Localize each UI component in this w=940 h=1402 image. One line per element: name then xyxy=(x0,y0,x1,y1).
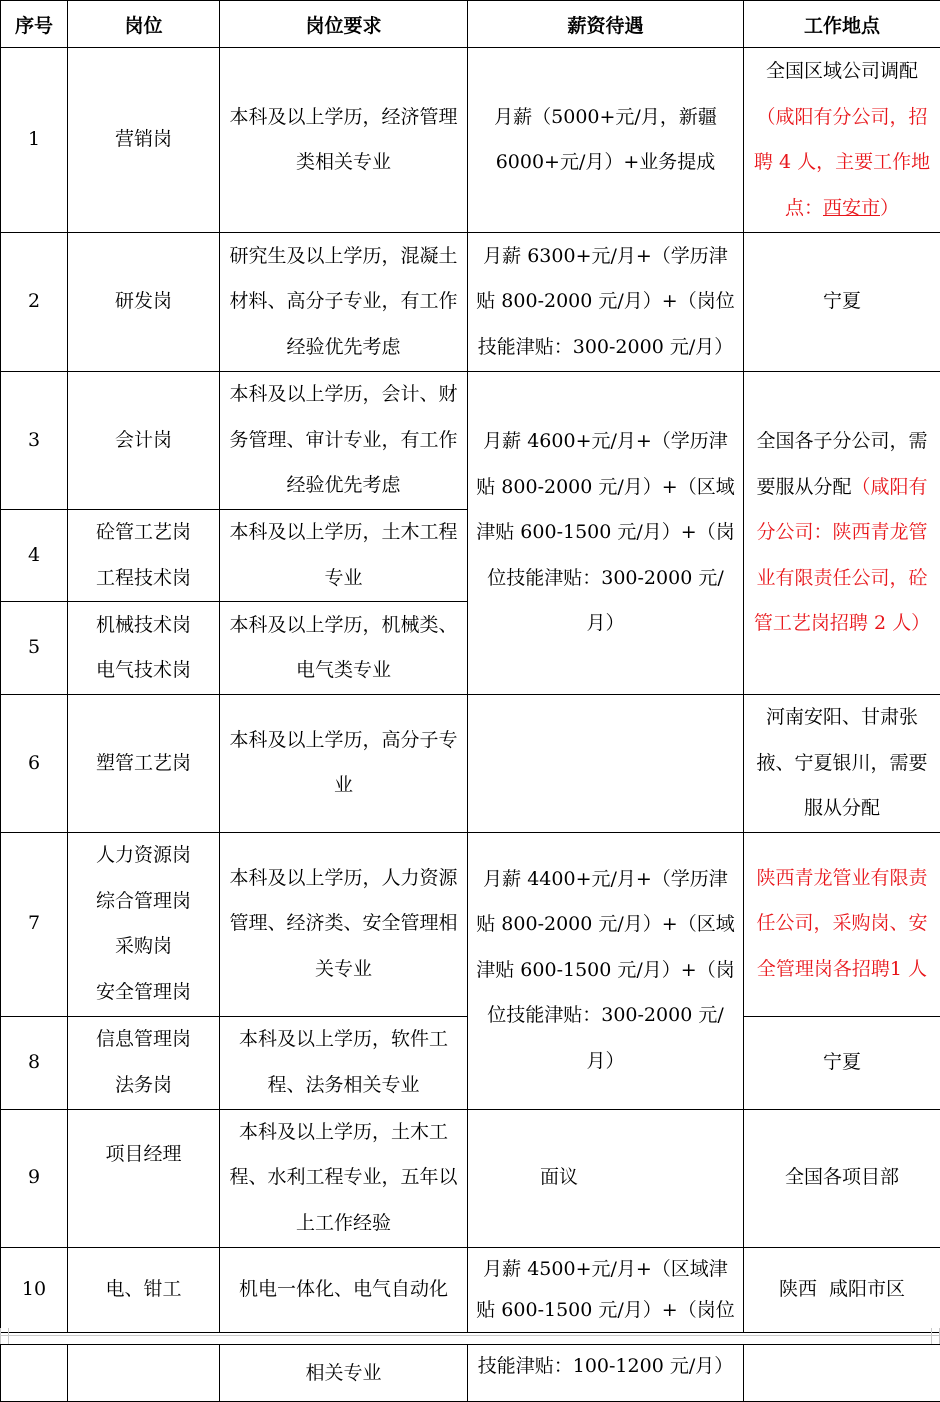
continuation-table xyxy=(0,1344,940,1402)
post-name: 综合管理岗 xyxy=(76,879,211,925)
salary-cell: 月薪 4600+元/月+（学历津贴 800-2000 元/月）+（区域津贴 600-1500 元/月）+（岗位技能津贴：300-2000 元/月） xyxy=(468,372,744,695)
page-break-tick xyxy=(931,1328,932,1344)
table-row xyxy=(1,1247,940,1332)
post-name: 塑管工艺岗 xyxy=(76,741,211,787)
table-row xyxy=(1,1109,940,1247)
row-number-empty xyxy=(1,1345,68,1402)
post-cell xyxy=(68,1247,220,1332)
table-row xyxy=(1,695,940,833)
requirement-cell: 本科及以上学历，人力资源管理、经济类、安全管理相关专业 xyxy=(220,832,468,1016)
post-name: 电、钳工 xyxy=(76,1267,211,1313)
requirement-cell: 本科及以上学历，经济管理类相关专业 xyxy=(220,48,468,233)
location-cell: 河南安阳、甘肃张掖、宁夏银川，需要服从分配 xyxy=(744,695,940,833)
table-row xyxy=(1,372,940,510)
header-post: 岗位 xyxy=(68,1,220,48)
location-cell: 全国各项目部 xyxy=(744,1109,940,1247)
row-number: 6 xyxy=(1,695,68,833)
post-name: 研发岗 xyxy=(76,279,211,325)
post-name: 采购岗 xyxy=(76,924,211,970)
post-name: 安全管理岗 xyxy=(76,970,211,1016)
post-name: 法务岗 xyxy=(76,1063,211,1109)
header-location: 工作地点 xyxy=(744,1,940,48)
row-number: 4 xyxy=(1,510,68,602)
post-name: 机械技术岗 xyxy=(76,603,211,649)
page-break-line xyxy=(0,1335,940,1336)
location-cell: 宁夏 xyxy=(744,1016,940,1109)
row-number: 1 xyxy=(1,48,68,233)
requirement-cell: 本科及以上学历，土木工程专业 xyxy=(220,510,468,602)
page-break-tick xyxy=(8,1328,9,1344)
location-text: 全国区域公司调配 xyxy=(766,60,918,82)
location-note-end: ） xyxy=(880,197,899,219)
page-break-tick xyxy=(0,1328,1,1344)
location-note: （咸阳有分公司：陕西青龙管业有限责任公司，砼管工艺岗招聘 2 人） xyxy=(754,476,930,635)
requirement-cell: 本科及以上学历，机械类、电气类专业 xyxy=(220,602,468,695)
requirement-cell: 本科及以上学历，土木工程、水利工程专业，五年以上工作经验 xyxy=(220,1109,468,1247)
location-note: （咸阳有分公司，招聘 4 人，主要工作地点： xyxy=(754,106,930,219)
table-row xyxy=(1,832,940,1016)
requirement-cell: 相关专业 xyxy=(220,1345,468,1402)
location-text: 全国各子分公司，需要服从分配 xyxy=(756,430,927,498)
location-cell-empty xyxy=(744,1345,940,1402)
post-cell-empty xyxy=(68,1345,220,1402)
post-name: 信息管理岗 xyxy=(76,1017,211,1063)
requirement-cell: 本科及以上学历，软件工程、法务相关专业 xyxy=(220,1016,468,1109)
post-name: 会计岗 xyxy=(76,418,211,464)
header-no: 序号 xyxy=(1,1,68,48)
row-number: 3 xyxy=(1,372,68,510)
post-cell xyxy=(68,48,220,233)
table-row xyxy=(1,233,940,372)
salary-cell: 月薪 4500+元/月+（区域津贴 600-1500 元/月）+（岗位 xyxy=(468,1247,744,1332)
requirement-cell: 研究生及以上学历，混凝土材料、高分子专业，有工作经验优先考虑 xyxy=(220,233,468,372)
post-name: 人力资源岗 xyxy=(76,833,211,879)
requirement-cell: 本科及以上学历，会计、财务管理、审计专业，有工作经验优先考虑 xyxy=(220,372,468,510)
post-name: 砼管工艺岗 xyxy=(76,510,211,556)
table-row xyxy=(1,1345,940,1402)
salary-cell-empty xyxy=(468,695,744,833)
row-number: 2 xyxy=(1,233,68,372)
header-requirement: 岗位要求 xyxy=(220,1,468,48)
salary-cell: 月薪（5000+元/月，新疆6000+元/月）+业务提成 xyxy=(468,48,744,233)
post-name: 电气技术岗 xyxy=(76,648,211,694)
post-cell xyxy=(68,1109,220,1247)
requirement-cell: 本科及以上学历，高分子专业 xyxy=(220,695,468,833)
header-salary: 薪资待遇 xyxy=(468,1,744,48)
salary-cell: 月薪 4400+元/月+（学历津贴 800-2000 元/月）+（区域津贴 600-1500 元/月）+（岗位技能津贴：300-2000 元/月） xyxy=(468,832,744,1109)
location-cell xyxy=(744,372,940,695)
row-number: 8 xyxy=(1,1016,68,1109)
row-number: 9 xyxy=(1,1109,68,1247)
location-cell: 陕西 咸阳市区 xyxy=(744,1247,940,1332)
location-cell: 宁夏 xyxy=(744,233,940,372)
table-row xyxy=(1,48,940,233)
location-cell: 陕西青龙管业有限责任公司，采购岗、安全管理岗各招聘1 人 xyxy=(744,832,940,1016)
post-cell xyxy=(68,510,220,602)
salary-cell: 技能津贴：100-1200 元/月） xyxy=(468,1345,744,1402)
post-name: 工程技术岗 xyxy=(76,556,211,602)
page-break-marker xyxy=(0,1328,940,1344)
salary-cell: 月薪 6300+元/月+（学历津贴 800-2000 元/月）+（岗位技能津贴：300-2000 元/月） xyxy=(468,233,744,372)
header-row xyxy=(1,1,940,48)
post-cell xyxy=(68,695,220,833)
post-cell xyxy=(68,1016,220,1109)
row-number: 5 xyxy=(1,602,68,695)
post-cell xyxy=(68,372,220,510)
row-number: 10 xyxy=(1,1247,68,1332)
post-name: 营销岗 xyxy=(76,117,211,163)
post-cell xyxy=(68,233,220,372)
post-cell xyxy=(68,832,220,1016)
salary-cell: 面议 xyxy=(468,1109,744,1247)
location-city: 西安市 xyxy=(823,197,880,219)
location-cell xyxy=(744,48,940,233)
row-number: 7 xyxy=(1,832,68,1016)
requirement-cell: 机电一体化、电气自动化 xyxy=(220,1247,468,1332)
post-name: 项目经理 xyxy=(76,1132,211,1178)
post-cell xyxy=(68,602,220,695)
